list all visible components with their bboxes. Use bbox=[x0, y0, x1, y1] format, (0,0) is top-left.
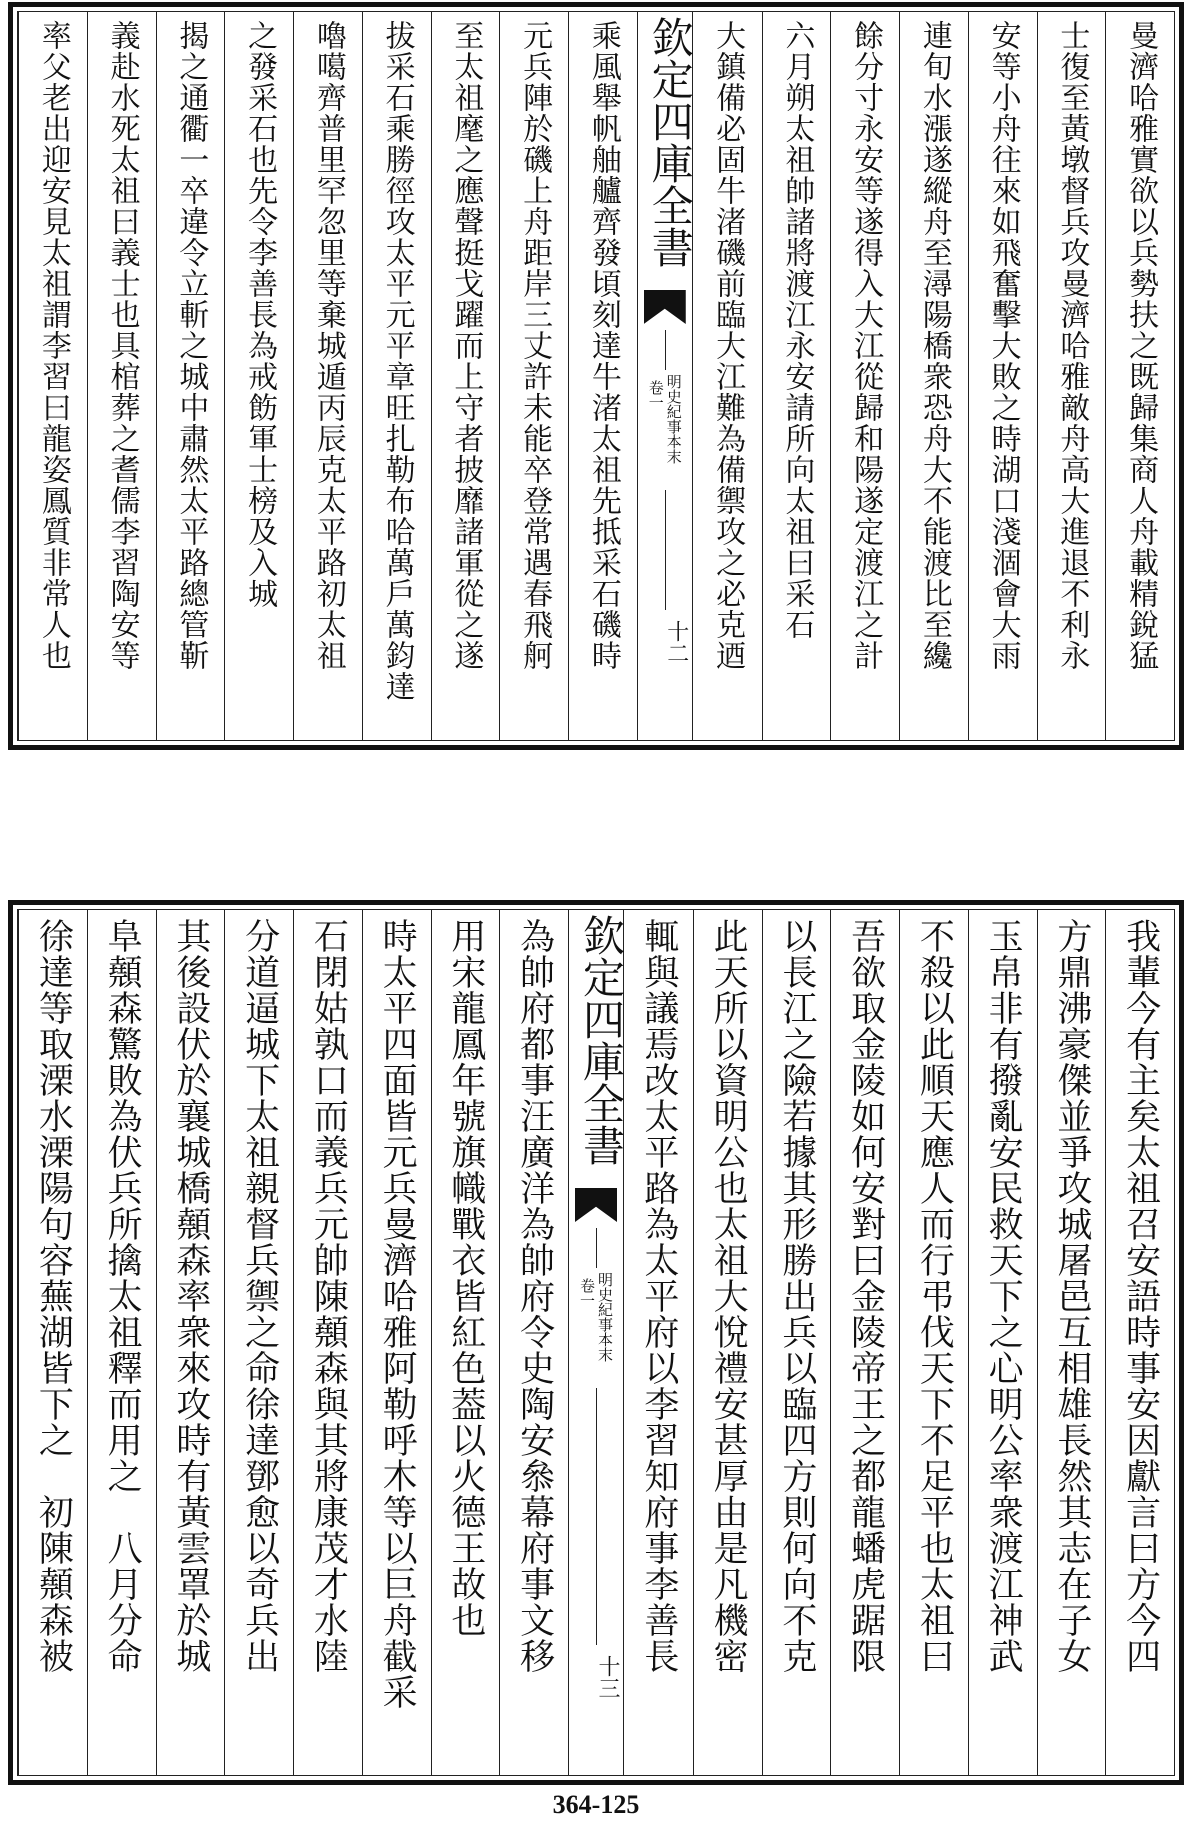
volume-label: 卷一 bbox=[578, 1278, 596, 1308]
text-column bbox=[762, 910, 831, 1775]
column-text: 元兵陣於磯上舟距岸三丈許未能卒登常遇春飛舸 bbox=[517, 20, 553, 671]
page-number: 十二 bbox=[663, 620, 689, 664]
column-text: 其後設伏於襄城橋顤森率衆來攻時有黃雲罩於城 bbox=[170, 918, 211, 1674]
column-text: 曼濟哈雅實欲以兵勢扶之既歸集商人舟載精銳猛 bbox=[1123, 20, 1159, 671]
volume-label: 卷一 bbox=[646, 380, 665, 410]
column-text: 為帥府都事汪廣洋為帥府令史陶安叅幕府事文移 bbox=[514, 918, 555, 1674]
text-column bbox=[362, 910, 431, 1775]
center-rule bbox=[596, 1228, 597, 1268]
text-column bbox=[968, 12, 1037, 740]
column-text: 用宋龍鳳年號旗幟戰衣皆紅色葢以火德王故也 bbox=[445, 918, 486, 1638]
column-text: 之發采石也先令李善長為戒飭軍士榜及入城 bbox=[242, 20, 278, 609]
column-text: 吾欲取金陵如何安對曰金陵帝王之都龍蟠虎踞限 bbox=[845, 918, 886, 1674]
text-column bbox=[830, 12, 899, 740]
center-rule bbox=[665, 330, 666, 370]
column-text: 時太平四面皆元兵曼濟哈雅阿勒呼木等以巨舟截采 bbox=[377, 918, 418, 1710]
text-column bbox=[224, 12, 293, 740]
text-column bbox=[693, 910, 762, 1775]
center-rule bbox=[665, 490, 666, 610]
text-column bbox=[431, 910, 500, 1775]
book-title: 欽定四庫全書 bbox=[645, 16, 695, 268]
column-text: 不殺以此順天應人而行弔伐天下不足平也太祖曰 bbox=[914, 918, 955, 1674]
text-column bbox=[968, 910, 1037, 1775]
book-title: 欽定四庫全書 bbox=[577, 914, 626, 1166]
page-upper bbox=[8, 2, 1184, 750]
fish-tail-mark bbox=[575, 1188, 617, 1222]
footer-page-code: 364-125 bbox=[552, 1790, 640, 1819]
column-text: 分道逼城下太祖親督兵禦之命徐達鄧愈以奇兵出 bbox=[239, 918, 280, 1674]
column-text: 大鎮備必固牛渚磯前臨大江難為備禦攻之必克迺 bbox=[710, 20, 746, 671]
text-column bbox=[293, 910, 362, 1775]
text-column bbox=[293, 12, 362, 740]
center-rule bbox=[596, 1388, 597, 1645]
text-column bbox=[899, 12, 968, 740]
column-text: 此天所以資明公也太祖大悅禮安甚厚由是凡機密 bbox=[708, 918, 749, 1674]
text-column bbox=[156, 910, 225, 1775]
text-column bbox=[87, 12, 156, 740]
text-column bbox=[1037, 12, 1106, 740]
text-column bbox=[431, 12, 500, 740]
center-fold-strip bbox=[637, 12, 693, 740]
column-text: 嚕噶齊普里罕忽里等棄城遁丙辰克太平路初太祖 bbox=[310, 20, 346, 671]
text-column bbox=[1105, 12, 1174, 740]
text-column bbox=[624, 910, 693, 1775]
side-title: 明史紀事本末 bbox=[664, 374, 683, 464]
column-text: 以長江之險若據其形勝出兵以臨四方則何向不克 bbox=[776, 918, 817, 1674]
column-text: 輒與議焉改太平路為太平府以李習知府事李善長 bbox=[638, 918, 679, 1674]
column-text: 六月朔太祖帥諸將渡江永安請所向太祖曰采石 bbox=[779, 20, 815, 640]
column-text: 方鼎沸豪傑並爭攻城屠邑互相雄長然其志在子女 bbox=[1051, 918, 1092, 1674]
text-column bbox=[18, 910, 87, 1775]
text-column bbox=[1037, 910, 1106, 1775]
text-column bbox=[499, 910, 568, 1775]
column-text: 拔采石乘勝徑攻太平元平章旺扎勒布哈萬戶萬鈞達 bbox=[379, 20, 415, 702]
column-text: 餘分寸永安等遂得入大江從歸和陽遂定渡江之計 bbox=[848, 20, 884, 671]
text-column bbox=[499, 12, 568, 740]
side-title: 明史紀事本末 bbox=[596, 1272, 614, 1362]
text-column bbox=[156, 12, 225, 740]
column-text: 義赴水死太祖曰義士也具棺葬之耆儒李習陶安等 bbox=[104, 20, 140, 671]
column-text: 率父老出迎安見太祖謂李習曰龍姿鳳質非常人也 bbox=[35, 20, 71, 671]
text-column bbox=[87, 910, 156, 1775]
text-column bbox=[830, 910, 899, 1775]
text-column bbox=[693, 12, 762, 740]
page-lower bbox=[8, 900, 1184, 1785]
column-text: 揭之通衢一卒違令立斬之城中肅然太平路總管靳 bbox=[173, 20, 209, 671]
column-text: 連旬水漲遂縱舟至潯陽橋衆恐舟大不能渡比至纔 bbox=[916, 20, 952, 671]
text-column bbox=[762, 12, 831, 740]
fish-tail-mark bbox=[644, 290, 686, 324]
column-text: 至太祖麾之應聲挺戈躍而上守者披靡諸軍從之遂 bbox=[448, 20, 484, 671]
text-column bbox=[899, 910, 968, 1775]
column-text: 安等小舟往來如飛奮擊大敗之時湖口淺涸會大雨 bbox=[985, 20, 1021, 671]
column-text: 徐達等取溧水溧陽句容蕪湖皆下之 初陳顤森被 bbox=[33, 918, 74, 1674]
text-column bbox=[1105, 910, 1174, 1775]
text-column bbox=[362, 12, 431, 740]
column-text: 士復至黃墩督兵攻曼濟哈雅敵舟高大進退不利永 bbox=[1054, 20, 1090, 671]
center-fold-strip bbox=[568, 910, 624, 1775]
page-number: 十三 bbox=[595, 1655, 620, 1699]
column-text: 玉帛非有撥亂安民救天下之心明公率衆渡江神武 bbox=[983, 918, 1024, 1674]
text-column bbox=[224, 910, 293, 1775]
column-text: 我輩今有主矣太祖召安語時事安因獻言曰方今四 bbox=[1120, 918, 1161, 1674]
column-text: 阜顤森驚敗為伏兵所擒太祖釋而用之 八月分命 bbox=[102, 918, 143, 1674]
column-text: 石閉姑孰口而義兵元帥陳顤森與其將康茂才水陸 bbox=[308, 918, 349, 1674]
column-text: 乘風舉帆舳艫齊發頃刻達牛渚太祖先抵采石磯時 bbox=[585, 20, 621, 671]
text-column bbox=[18, 12, 87, 740]
text-column bbox=[568, 12, 637, 740]
